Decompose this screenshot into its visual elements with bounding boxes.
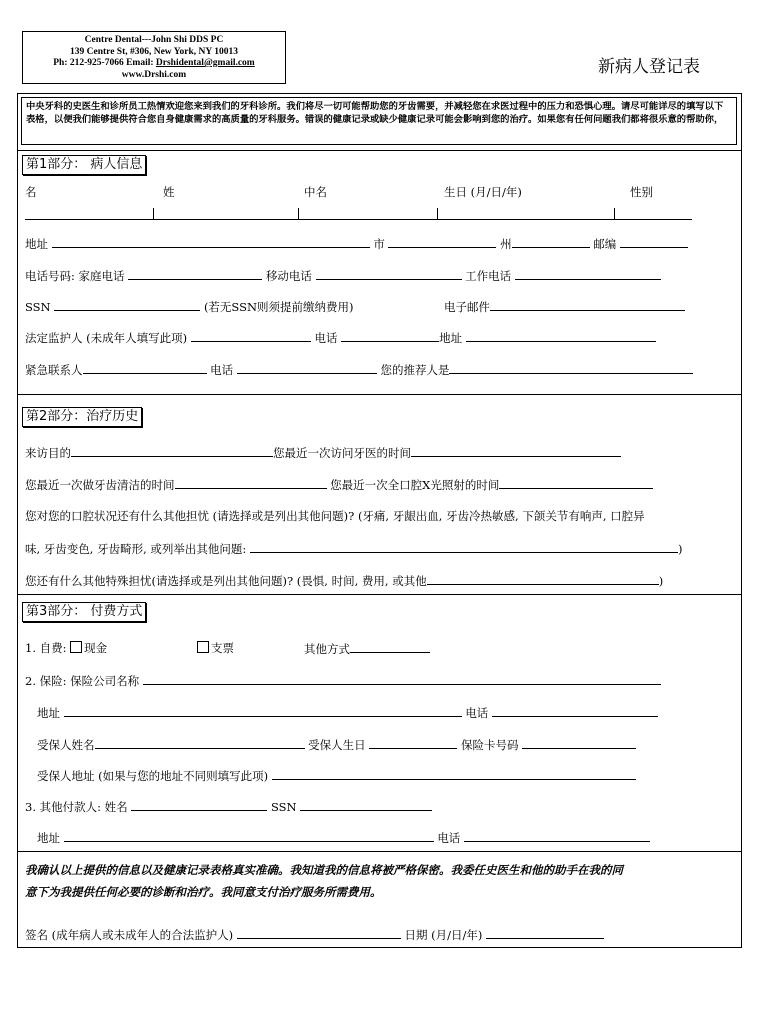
insured-row — [37, 737, 636, 752]
divider — [18, 594, 741, 595]
label-middle-name: 中名 — [304, 185, 327, 199]
ssn-note: (若无SSN则须提前缴纳费用) — [203, 300, 354, 314]
email-row — [444, 299, 685, 314]
zip-field[interactable] — [620, 236, 688, 248]
other-method-field[interactable] — [350, 641, 430, 653]
other-concerns-close: ) — [658, 574, 664, 588]
insured-birthday-field[interactable] — [369, 737, 457, 749]
label-zip: 邮编 — [593, 237, 617, 251]
email-field[interactable] — [490, 299, 685, 311]
last-xray-field[interactable] — [499, 477, 653, 489]
consent-line1: 我确认以上提供的信息以及健康记录表格真实准确。我知道我的信息将被严格保密。我委任史医生和他的助手在我的同 — [25, 863, 623, 877]
name-row-line[interactable] — [25, 219, 692, 220]
section1-title: 第1部分： 病人信息 — [22, 155, 146, 175]
cleaning-row — [25, 477, 653, 492]
insured-address-row — [37, 768, 636, 783]
label-payer-address: 地址 — [37, 831, 60, 845]
clinic-contact — [23, 58, 285, 70]
label-work-phone: 工作电话 — [465, 269, 512, 283]
divider — [18, 851, 741, 852]
label-last-xray: 您最近一次全口腔X光照射的时间 — [330, 478, 500, 492]
address-field[interactable] — [52, 236, 370, 248]
name-sep — [298, 208, 299, 219]
label-city: 市 — [373, 237, 385, 251]
name-sep — [614, 208, 615, 219]
check-option — [197, 641, 234, 655]
label-last-cleaning: 您最近一次做牙齿清洁的时间 — [25, 478, 175, 492]
clinic-email[interactable]: Drshidental@gmail.com — [155, 58, 255, 68]
label-guardian-phone: 电话 — [314, 331, 338, 345]
label-ssn: SSN — [25, 300, 51, 314]
label-emergency: 紧急联系人 — [25, 363, 83, 377]
label-email: 电子邮件 — [444, 300, 490, 314]
name-sep — [153, 208, 154, 219]
city-field[interactable] — [388, 236, 496, 248]
label-signature: 签名 (成年病人或未成年人的合法监护人) — [25, 928, 234, 942]
other-payer-ssn-field[interactable] — [300, 799, 432, 811]
clinic-address: 139 Centre St, #306, New York, NY 10013 — [70, 46, 238, 57]
concerns-row — [25, 541, 682, 556]
label-mobile-phone: 移动电话 — [265, 269, 312, 283]
other-concerns: 您还有什么其他特殊担忧(请选择或是列出其他问题)? (畏惧, 时间, 费用, 或其他 — [25, 574, 427, 588]
section2-title: 第2部分：治疗历史 — [22, 407, 142, 427]
ins-address-row — [37, 705, 658, 720]
label-date: 日期 (月/日/年) — [404, 928, 483, 942]
label-guardian: 法定监护人 (未成年人填写此项) — [25, 331, 188, 345]
payer-address-field[interactable] — [64, 830, 434, 842]
check-checkbox[interactable] — [197, 641, 209, 653]
emergency-phone-field[interactable] — [237, 362, 377, 374]
divider — [18, 394, 741, 395]
label-insured-address: 受保人地址 (如果与您的地址不同则填写此项) — [37, 769, 269, 783]
guardian-phone-field[interactable] — [341, 330, 439, 342]
name-sep — [437, 208, 438, 219]
home-phone-field[interactable] — [128, 268, 262, 280]
payer-address-row — [37, 830, 650, 845]
work-phone-field[interactable] — [515, 268, 661, 280]
label-payer-phone: 电话 — [437, 831, 461, 845]
signature-field[interactable] — [237, 927, 401, 939]
visit-row — [25, 445, 621, 460]
label-insurance-card: 保险卡号码 — [460, 738, 519, 752]
insurance-row — [25, 673, 661, 688]
divider — [18, 150, 741, 151]
insurance-company-field[interactable] — [143, 673, 661, 685]
self-pay-row — [25, 641, 107, 655]
label-address: 地址 — [25, 237, 48, 251]
label-ins-address: 地址 — [37, 706, 60, 720]
last-visit-field[interactable] — [411, 445, 621, 457]
insured-address-field[interactable] — [272, 768, 636, 780]
label-other-method: 其他方式 — [304, 642, 350, 656]
label-self-pay: 1. 自费: — [25, 641, 67, 655]
emergency-field[interactable] — [83, 362, 207, 374]
phone-row — [25, 268, 661, 283]
guardian-field[interactable] — [191, 330, 311, 342]
label-cash: 现金 — [84, 641, 108, 655]
payer-phone-field[interactable] — [464, 830, 650, 842]
concerns-field[interactable] — [250, 541, 678, 553]
other-method-row — [304, 641, 430, 656]
section3-title: 第3部分： 付费方式 — [22, 602, 146, 622]
label-last-name: 姓 — [163, 185, 175, 199]
label-state: 州 — [500, 237, 512, 251]
insured-name-field[interactable] — [95, 737, 305, 749]
other-concerns-row — [25, 573, 663, 588]
label-gender: 性别 — [630, 185, 653, 199]
label-birthday: 生日 (月/日/年) — [444, 185, 522, 199]
ins-address-field[interactable] — [64, 705, 462, 717]
label-referrer: 您的推荐人是 — [380, 363, 450, 377]
label-ins-phone: 电话 — [465, 706, 489, 720]
intro-text: 中央牙科的史医生和诊所员工热情欢迎您来到我们的牙科诊所。我们将尽一切可能帮助您的牙齿需要，并减轻您在求医过程中的压力和恐惧心理。请尽可能详尽的填写以下表格，以便我们能够提供符合您自身健康需求的高质量的牙科服务。错误的健康记录或缺少健康记录可能会影响到您的治疗。如果您有任何问题我们都将很乐意的帮助你， — [21, 97, 737, 145]
label-home-phone: 家庭电话 — [78, 269, 125, 283]
other-payer-row — [25, 799, 432, 814]
clinic-website[interactable]: www.Drshi.com — [121, 69, 187, 80]
ssn-field[interactable] — [54, 299, 200, 311]
label-last-visit: 您最近一次访问牙医的时间 — [273, 446, 411, 460]
label-insurance: 2. 保险: 保险公司名称 — [25, 674, 140, 688]
label-emergency-phone: 电话 — [210, 363, 234, 377]
label-other-ssn: SSN — [270, 800, 297, 814]
label-other-payer: 3. 其他付款人: 姓名 — [25, 800, 128, 814]
signature-row — [25, 927, 604, 942]
concerns-line1: 您对您的口腔状况还有什么其他担忧 (请选择或是列出其他问题)? (牙痛, 牙龈出血, 牙齿冷热敏感, 下颌关节有响声, 口腔异 — [25, 509, 645, 523]
insurance-card-field[interactable] — [522, 737, 636, 749]
visit-purpose-field[interactable] — [71, 445, 273, 457]
label-phone: 电话号码: — [25, 269, 75, 283]
label-visit-purpose: 来访目的 — [25, 446, 71, 460]
form-title: 新病人登记表 — [598, 57, 700, 77]
ins-phone-field[interactable] — [492, 705, 658, 717]
concerns-close: ) — [677, 542, 683, 556]
ssn-row — [25, 299, 354, 314]
other-payer-name-field[interactable] — [131, 799, 267, 811]
date-field[interactable] — [486, 927, 604, 939]
consent-line2: 意下为我提供任何必要的诊断和治疗。我同意支付治疗服务所需费用。 — [25, 885, 382, 899]
address-row — [25, 236, 688, 251]
cash-checkbox[interactable] — [70, 641, 82, 653]
clinic-phone: Ph: 212-925-7066 Email: — [53, 58, 156, 68]
emergency-row — [25, 362, 693, 377]
state-field[interactable] — [512, 236, 590, 248]
last-cleaning-field[interactable] — [175, 477, 327, 489]
guardian-row — [25, 330, 656, 345]
concerns-line2: 味, 牙齿变色, 牙齿畸形, 或列举出其他问题: — [25, 542, 247, 556]
label-check: 支票 — [211, 641, 234, 655]
clinic-name: Centre Dental---John Shi DDS PC — [84, 35, 224, 45]
label-insured-birthday: 受保人生日 — [308, 738, 366, 752]
referrer-field[interactable] — [449, 362, 693, 374]
label-guardian-address: 地址 — [439, 331, 463, 345]
mobile-phone-field[interactable] — [316, 268, 462, 280]
clinic-info-box — [22, 31, 286, 84]
guardian-address-field[interactable] — [466, 330, 656, 342]
label-insured-name: 受保人姓名 — [37, 738, 95, 752]
label-first-name: 名 — [25, 185, 37, 199]
other-concerns-field[interactable] — [427, 573, 659, 585]
